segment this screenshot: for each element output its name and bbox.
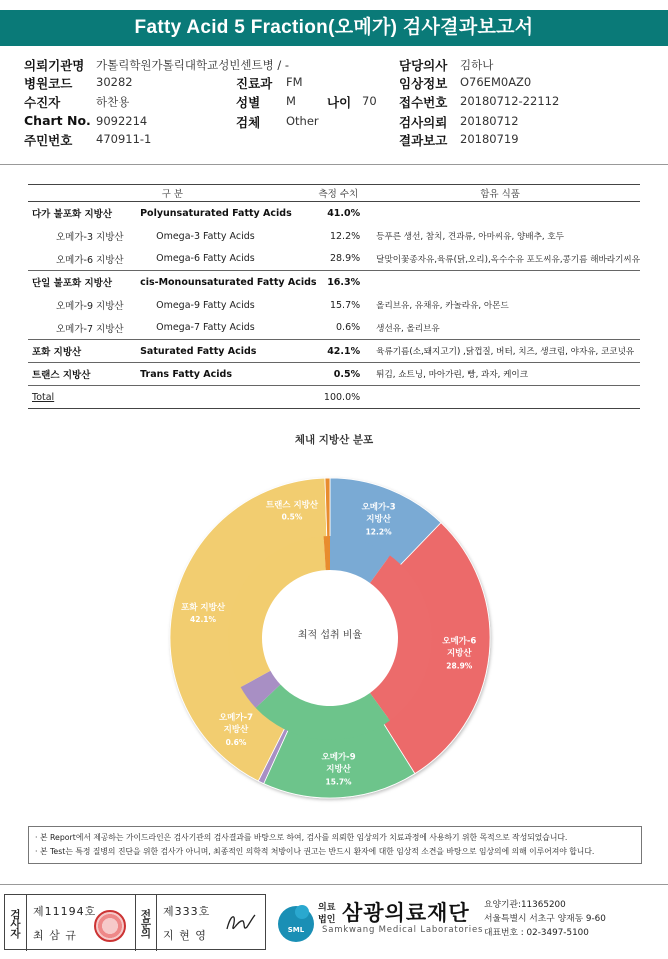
cell-food: 달맞이꽃종자유,육류(닭,오리),옥수수유 포도씨유,콩기름 해바라기씨유	[376, 254, 640, 265]
info-value: O76EM0AZ0	[460, 75, 532, 89]
cell-category-ko: 오메가-3 지방산	[56, 232, 124, 243]
divider	[0, 164, 668, 165]
cell-value: 100.0%	[317, 386, 361, 409]
fatty-acid-table	[28, 184, 640, 409]
info-label: 주민번호	[24, 133, 73, 148]
cell-category-en	[140, 386, 316, 409]
table-header-row	[28, 185, 640, 202]
cell-category-en: Trans Fatty Acids	[140, 363, 316, 386]
slice-value-1: 28.9%	[446, 661, 473, 671]
cell-food: 올리브유, 유채유, 카놀라유, 아몬드	[376, 301, 509, 311]
cell-food: 육류기름(소,돼지고기) ,닭껍질, 버터, 치즈, 생크림, 야자유, 코코넛유	[360, 340, 640, 363]
fatty-acid-donut-chart	[150, 458, 510, 818]
info-label: 검사의뢰	[399, 115, 448, 130]
info-value: FM	[286, 75, 303, 89]
cell-category-en: Omega-6 Fatty Acids	[156, 253, 255, 265]
cell-category-en: cis-Monounsaturated Fatty Acids	[140, 271, 316, 294]
cell-category-en: Omega-9 Fatty Acids	[156, 299, 255, 311]
cell-category-ko: 오메가-7 지방산	[56, 323, 124, 335]
examiner-number: 제11194호	[33, 905, 97, 918]
cell-value: 0.5%	[317, 363, 361, 386]
report-title: Fatty Acid 5 Fraction(오메가) 검사결과보고서	[0, 10, 668, 46]
org-tag	[318, 902, 335, 926]
signature-scribble-icon	[223, 909, 259, 937]
info-label: 의뢰기관명	[24, 58, 85, 73]
info-label: 담당의사	[399, 58, 448, 73]
info-value: 9092214	[96, 114, 148, 128]
info-label: 접수번호	[399, 95, 448, 110]
cell-value: 28.9%	[329, 253, 361, 265]
slice-value-4: 42.1%	[190, 615, 217, 625]
info-value: 470911-1	[96, 132, 152, 146]
table-row	[28, 225, 640, 248]
note-line: · 본 Report에서 제공하는 가이드라인은 검사기관의 검사결과를 바탕으로 하여, 검사를 의뢰한 임상의가 치료과정에 사용하기 위한 목적으로 작성되었습니다.	[35, 833, 568, 842]
info-value: 20180712	[460, 114, 519, 128]
org-info-line: 요양기관:11365200	[484, 900, 566, 910]
chart-center-label: 최적 섭취 비율	[297, 630, 363, 641]
slice-value-3: 0.6%	[225, 737, 247, 747]
slice-label-3: 오메가-7 지방산	[218, 712, 254, 735]
slice-value-0: 12.2%	[365, 527, 392, 537]
info-label: 진료과	[236, 76, 273, 91]
sml-logo-icon	[272, 898, 320, 946]
examiner-name: 최 삼 규	[33, 929, 77, 942]
cell-value: 16.3%	[317, 271, 361, 294]
info-label: 결과보고	[399, 133, 448, 148]
table-row	[28, 340, 640, 363]
logo-text: SML	[287, 926, 305, 934]
table-row	[28, 363, 640, 386]
table-row	[28, 317, 640, 340]
cell-category-en: Omega-3 Fatty Acids	[156, 230, 255, 242]
cell-category-en: Polyunsaturated Fatty Acids	[140, 207, 292, 219]
chart-title: 체내 지방산 분포	[294, 434, 374, 446]
info-value: 김하나	[460, 58, 494, 72]
cell-food	[360, 271, 640, 294]
slice-label-0: 오메가-3 지방산	[361, 502, 396, 525]
info-value: 70	[362, 94, 377, 108]
cell-value: 15.7%	[329, 299, 361, 311]
info-label: 검체	[236, 115, 261, 130]
slice-label-2: 오메가-9 지방산	[321, 752, 356, 775]
slice-label-4: 포화 지방산	[181, 603, 226, 614]
examiner-seal-icon	[94, 910, 126, 942]
info-value: 30282	[96, 75, 133, 89]
info-label: 수진자	[24, 95, 61, 110]
org-info-line: 대표번호 : 02-3497-5100	[484, 928, 589, 938]
specialist-number: 제333호	[163, 905, 211, 918]
cell-value: 12.2%	[329, 230, 361, 242]
signature-box	[4, 894, 266, 950]
cell-value: 41.0%	[327, 207, 361, 219]
slice-label-5: 트랜스 지방산	[265, 500, 319, 511]
org-info	[484, 898, 606, 940]
patient-info	[24, 56, 654, 152]
cell-food	[360, 202, 640, 225]
cell-food: 생선유, 올리브유	[376, 323, 440, 334]
org-info-line: 서울특별시 서초구 양재동 9-60	[484, 914, 606, 924]
report-notes	[28, 826, 642, 864]
cell-category-ko: 단일 불포화 지방산	[28, 271, 140, 294]
header-category: 구 분	[28, 185, 317, 202]
table-row	[28, 248, 640, 271]
slice-label-1: 오메가-6 지방산	[442, 636, 477, 659]
cell-category-ko: 오메가-6 지방산	[56, 254, 124, 266]
examiner-label: 검사자	[5, 895, 27, 951]
info-value: 하찬용	[96, 95, 130, 109]
cell-value: 42.1%	[317, 340, 361, 363]
table-row	[28, 386, 640, 409]
info-label: 나이	[327, 95, 352, 110]
cell-food: 튀김, 쇼트닝, 마아가린, 빵, 과자, 케이크	[360, 363, 640, 386]
table-row	[28, 271, 640, 294]
header-value: 측정 수치	[317, 185, 361, 202]
cell-category-ko: Total	[28, 386, 140, 409]
table-row	[28, 294, 640, 317]
cell-value: 0.6%	[336, 322, 361, 334]
info-value: M	[286, 94, 296, 108]
info-value: 가톨릭학원가톨릭대학교성빈센트병 / -	[96, 58, 290, 72]
header-food: 함유 식품	[360, 185, 640, 202]
info-label: 병원코드	[24, 76, 73, 91]
info-value: Other	[286, 114, 319, 128]
org-tag-line: 의료	[318, 903, 336, 913]
specialist-name: 지 현 영	[163, 929, 207, 942]
specialist-label: 전문의	[135, 895, 157, 951]
org-name-en: Samkwang Medical Laboratories	[322, 925, 484, 935]
cell-category-ko: 오메가-9 지방산	[56, 301, 124, 312]
cell-category-en: Omega-7 Fatty Acids	[156, 322, 255, 334]
cell-category-ko: 다가 불포화 지방산	[32, 209, 113, 221]
table-row	[28, 202, 640, 225]
info-label: 임상정보	[399, 76, 448, 91]
info-label: 성별	[236, 95, 261, 110]
slice-value-5: 0.5%	[281, 512, 303, 522]
org-name: 삼광의료재단	[342, 901, 470, 925]
cell-food	[360, 386, 640, 409]
info-value: 20180719	[460, 132, 519, 146]
slice-value-2: 15.7%	[325, 777, 352, 787]
cell-category-ko: 포화 지방산	[28, 340, 140, 363]
divider	[0, 884, 668, 885]
cell-category-ko: 트랜스 지방산	[28, 363, 140, 386]
org-tag-line: 법인	[318, 915, 336, 925]
info-label: Chart No.	[24, 113, 91, 128]
info-value: 20180712-22112	[460, 94, 560, 108]
note-line: · 본 Test는 특정 질병의 진단을 위한 검사가 아니며, 최종적인 의학적 처방이나 권고는 반드시 환자에 대한 임상적 소견을 바탕으로 임상의에 의해 이루어져야 합니다.	[35, 847, 595, 856]
cell-category-en: Saturated Fatty Acids	[140, 340, 316, 363]
cell-food: 등푸른 생선, 참치, 견과류, 아마씨유, 양배추, 호두	[376, 232, 564, 242]
